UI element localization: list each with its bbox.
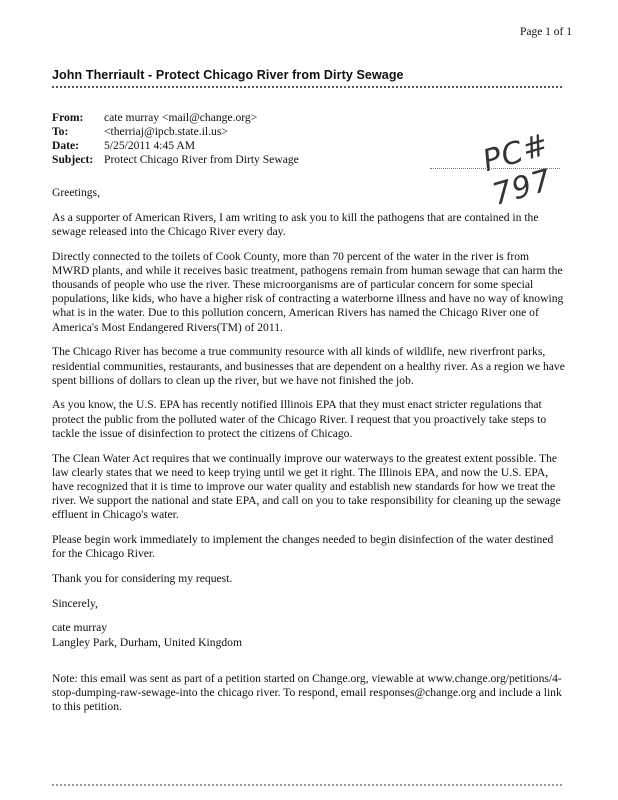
header-label: Subject: (52, 153, 94, 166)
body-paragraph: As a supporter of American Rivers, I am writing to ask you to kill the pathogens that are contained in the sewage released into the Chicago River every day. (52, 210, 539, 238)
signature-block (52, 621, 568, 649)
body-paragraph: Thank you for considering my request. (52, 571, 233, 585)
signature-location: Langley Park, Durham, United Kingdom (52, 635, 242, 649)
body-paragraph: Please begin work immediately to implement the changes needed to begin disinfection of the water destined for the Chicago River. (52, 533, 554, 561)
email-body (52, 186, 568, 725)
greeting: Greetings, (52, 186, 100, 199)
header-date (52, 139, 299, 153)
title-divider (52, 86, 562, 88)
page-number: Page 1 of 1 (519, 26, 572, 38)
footer-divider (52, 784, 562, 786)
header-label: Date: (52, 139, 80, 152)
header-to (52, 125, 299, 139)
body-paragraph: As you know, the U.S. EPA has recently notified Illinois EPA that they must enact stricter regulations that protect the public from the polluted water of the Chicago River. I request that you proactively take steps to tackle the issue of disinfection to protect the citizens of Chicago. (52, 398, 547, 440)
header-from (52, 111, 299, 125)
header-label: From: (52, 111, 84, 124)
email-headers (52, 111, 299, 167)
header-label: To: (52, 125, 69, 138)
email-title: John Therriault - Protect Chicago River from Dirty Sewage (52, 68, 404, 82)
petition-note: Note: this email was sent as part of a petition started on Change.org, viewable at www.change.org/petitions/4-stop-dumping-raw-sewage-into the chicago river. To respond, email responses@change.org and include a link to this petition. (52, 671, 562, 714)
closing: Sincerely, (52, 596, 98, 610)
body-paragraph: The Clean Water Act requires that we continually improve our waterways to the greatest extent possible. The law clearly states that we need to keep trying until we get it right. The Illinois EPA, and now the U.S. EPA, have recognized that it is time to improve our water quality and establish new standards for how we treat the river. We support the national and state EPA, and call on you to take responsibility for cleaning up the sewage effluent in Chicago's water. (52, 451, 561, 522)
body-paragraph: Directly connected to the toilets of Cook County, more than 70 percent of the water in the river is from MWRD plants, and while it receives basic treatment, pathogens remain from human sewage that can harm the thousands of people who use the river. These microorganisms are of particular concern for some special populations, like kids, who have a higher risk of contracting a waterborne illness and have no way of knowing what is in the water. Due to this pollution concern, American Rivers has named the Chicago River one of America's Most Endangered Rivers(TM) of 2011. (52, 249, 564, 334)
signature-name: cate murray (52, 621, 108, 635)
header-value: <therriaj@ipcb.state.il.us> (104, 125, 228, 138)
header-value: Protect Chicago River from Dirty Sewage (104, 153, 299, 166)
body-paragraph: The Chicago River has become a true community resource with all kinds of wildlife, new riverfront parks, residential communities, restaurants, and businesses that are dependent on a healthy river. As a region we have spent billions of dollars to clean up the river, but we have not finished the job. (52, 345, 565, 387)
handwritten-stamp: PC# 797 (478, 127, 557, 213)
header-value: 5/25/2011 4:45 AM (104, 139, 196, 152)
header-divider (430, 168, 560, 169)
header-subject (52, 153, 299, 167)
header-value: cate murray <mail@change.org> (104, 111, 258, 124)
